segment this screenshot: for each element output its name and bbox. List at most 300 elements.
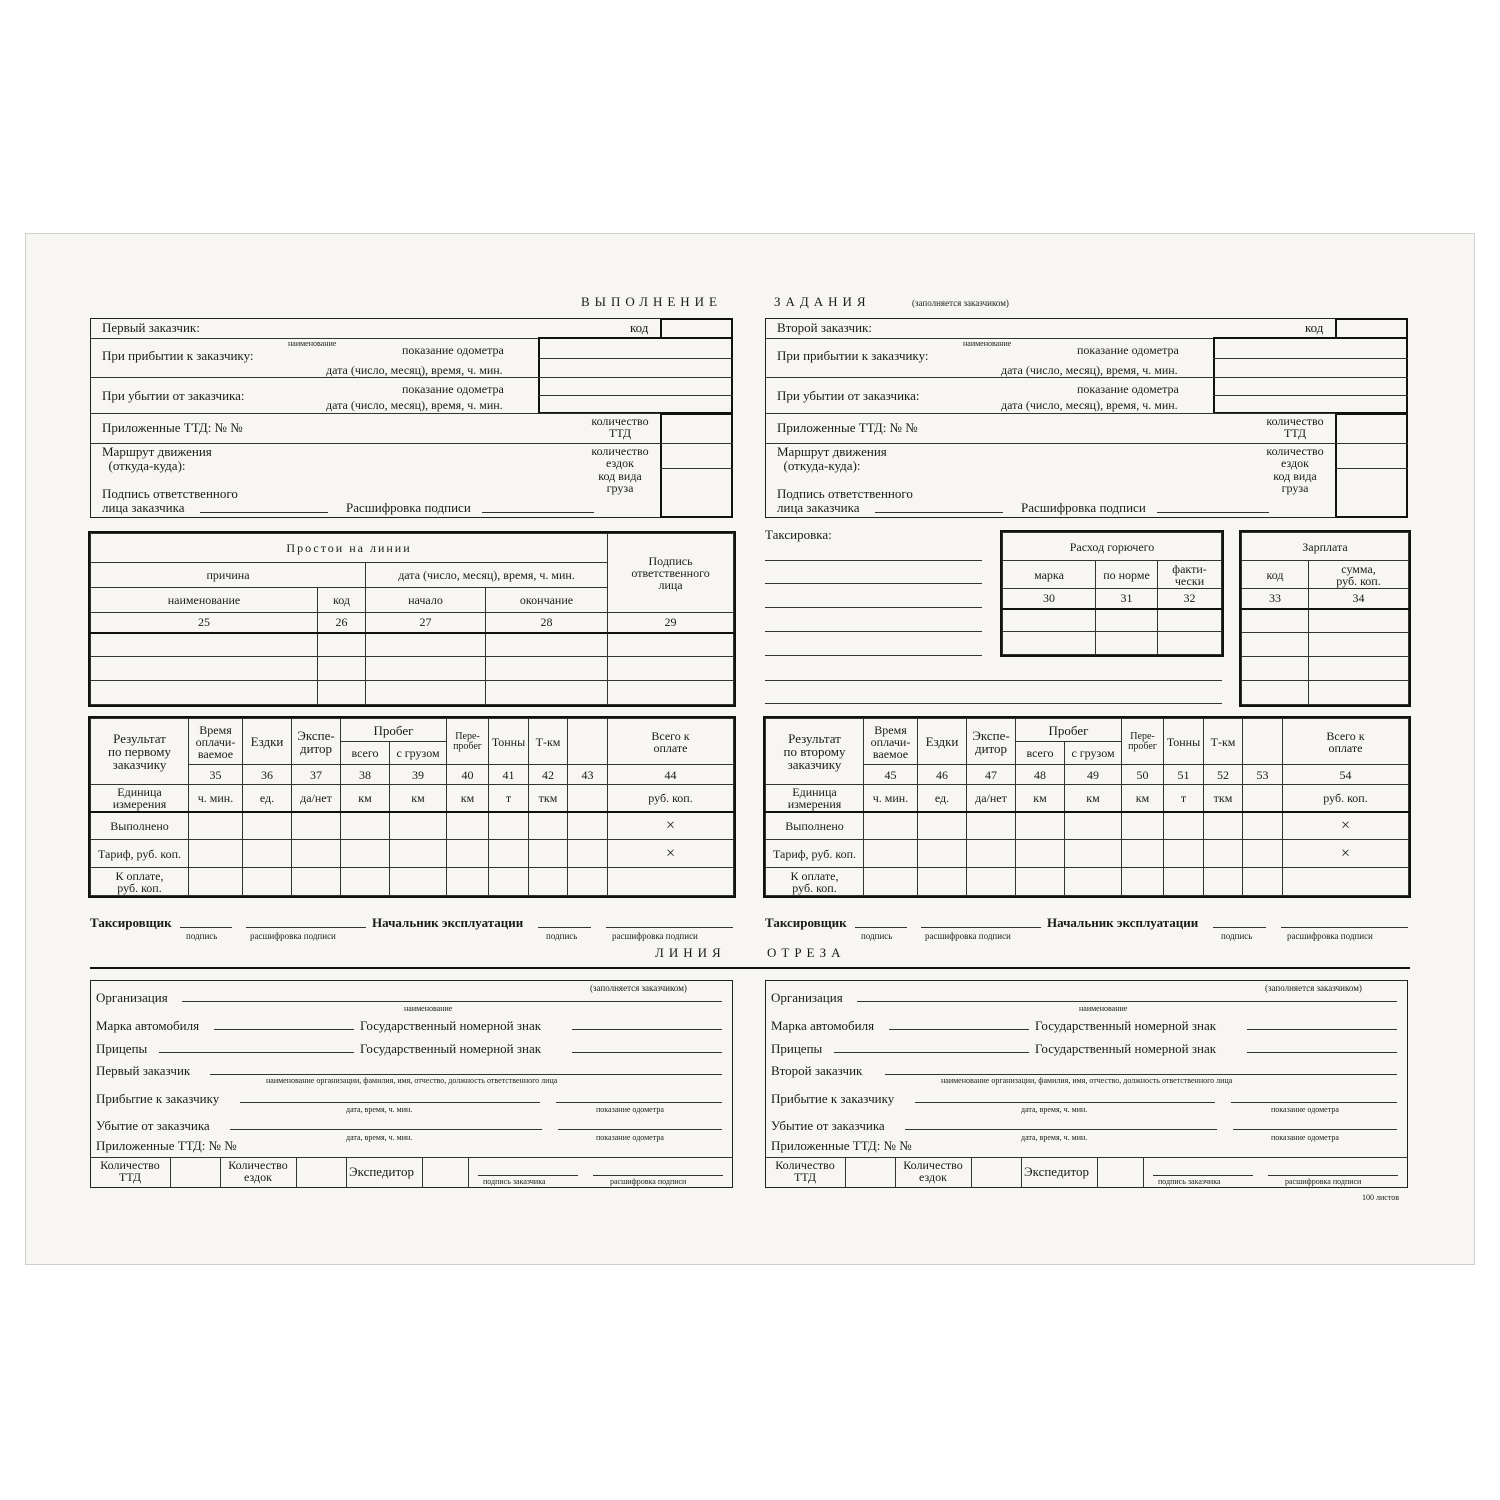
downtime-table: [90, 533, 734, 705]
column-number: 30: [1003, 589, 1096, 609]
stub-trailers-label: Прицепы: [771, 1041, 823, 1056]
decode-hint: расшифровка подписи: [250, 931, 336, 941]
taxing-line[interactable]: [765, 583, 982, 584]
stub-note: (заполняется заказчиком): [590, 983, 687, 993]
stub-trips-field[interactable]: [972, 1158, 1020, 1187]
table-row: [766, 868, 1409, 896]
stub-signature-field[interactable]: [478, 1175, 578, 1176]
stub-plate2-field[interactable]: [1247, 1052, 1397, 1053]
column-number: 53: [1243, 765, 1283, 785]
table-row: [1003, 561, 1222, 589]
col-tons: Тонны: [489, 719, 529, 765]
stub-decode-field[interactable]: [593, 1175, 723, 1176]
input-cell[interactable]: [608, 657, 734, 681]
route-label: Маршрут движения (откуда-куда):: [777, 444, 887, 473]
stub-plate-field[interactable]: [1247, 1029, 1397, 1030]
departure-odometer-label: показание одометра: [402, 382, 504, 396]
chief-signature-field[interactable]: [1213, 927, 1266, 928]
input-cell[interactable]: [1242, 609, 1309, 633]
decode-hint: расшифровка подписи: [1287, 931, 1373, 941]
col-trips: Ездки: [918, 719, 967, 765]
input-cell[interactable]: [864, 812, 918, 840]
stub-customer-field[interactable]: [885, 1074, 1397, 1075]
results-table: [90, 718, 734, 896]
column-number: 31: [1096, 589, 1158, 609]
taxer-label: Таксировщик: [90, 915, 172, 930]
stub-trips-label: Количество ездок: [228, 1158, 288, 1184]
input-cell[interactable]: [1204, 868, 1243, 896]
code-field[interactable]: [660, 318, 733, 339]
table-row: [1003, 533, 1222, 561]
table-row: [91, 613, 734, 633]
col-pay-total: Всего к оплате: [1283, 719, 1409, 765]
input-cell[interactable]: [390, 868, 447, 896]
input-cell[interactable]: [1096, 609, 1158, 632]
code-field[interactable]: [1335, 318, 1408, 339]
col-mileage-loaded: с грузом: [390, 742, 447, 765]
stub-odo-hint: показание одометра: [596, 1133, 664, 1142]
results-table: [765, 718, 1409, 896]
stub-decode-hint: расшифровка подписи: [610, 1177, 687, 1186]
input-cell[interactable]: [341, 812, 390, 840]
input-cell[interactable]: [1204, 812, 1243, 840]
unit-label: Единица измерения: [91, 785, 189, 812]
chief-decode-field[interactable]: [1281, 927, 1408, 928]
cut-line-part2: ОТРЕЗА: [767, 945, 846, 960]
input-cell[interactable]: [1003, 609, 1096, 632]
taxing-line[interactable]: [765, 607, 982, 608]
taxing-line[interactable]: [765, 655, 982, 656]
column-number: 34: [1309, 589, 1409, 609]
input-cell[interactable]: [486, 633, 608, 657]
input-cell[interactable]: [318, 681, 366, 705]
column-number: 28: [486, 613, 608, 633]
input-cell[interactable]: [189, 868, 243, 896]
stub-departure-label: Убытие от заказчика: [96, 1118, 210, 1133]
input-cell[interactable]: [1242, 681, 1309, 705]
unit-cell: [568, 785, 608, 812]
column-number: 41: [489, 765, 529, 785]
arrival-date-label: дата (число, месяц), время, ч. мин.: [326, 363, 503, 377]
table-row: [766, 719, 1409, 742]
input-cell[interactable]: [447, 840, 489, 868]
column-number: 26: [318, 613, 366, 633]
table-row: [1003, 589, 1222, 609]
input-cell[interactable]: [608, 633, 734, 657]
unit-cell: ч. мин.: [189, 785, 243, 812]
table-row: [91, 868, 734, 896]
cross-mark: ×: [608, 840, 734, 868]
input-cell[interactable]: [189, 840, 243, 868]
column-number: 33: [1242, 589, 1309, 609]
unit-cell: ед.: [243, 785, 292, 812]
stub-ttd-label: Приложенные ТТД: № №: [96, 1138, 237, 1153]
input-cell[interactable]: [967, 812, 1016, 840]
input-cell[interactable]: [91, 681, 318, 705]
input-cell[interactable]: [390, 812, 447, 840]
column-number: 52: [1204, 765, 1243, 785]
input-cell[interactable]: [486, 657, 608, 681]
fuel-table: [1002, 532, 1222, 655]
arrival-odometer-label: показание одометра: [402, 343, 504, 357]
table-row: [91, 840, 734, 868]
input-cell[interactable]: [91, 657, 318, 681]
column-number: 45: [864, 765, 918, 785]
downtime-name-header: наименование: [91, 588, 318, 613]
column-number: 39: [390, 765, 447, 785]
stub-customer-label: Второй заказчик: [771, 1063, 863, 1078]
table-row: [91, 534, 734, 563]
downtime-end-header: окончание: [486, 588, 608, 613]
taxing-line[interactable]: [765, 631, 982, 632]
stub-plate2-field[interactable]: [572, 1052, 722, 1053]
salary-code-header: код: [1242, 561, 1309, 589]
arrival-odometer-field[interactable]: [1213, 358, 1408, 359]
arrival-odometer-label: показание одометра: [1077, 343, 1179, 357]
input-cell[interactable]: [568, 812, 608, 840]
input-cell[interactable]: [529, 868, 568, 896]
input-cell[interactable]: [390, 840, 447, 868]
fuel-title: Расход горючего: [1003, 533, 1222, 561]
stub-trips-field[interactable]: [297, 1158, 345, 1187]
input-cell[interactable]: [1122, 812, 1164, 840]
departure-odometer-field[interactable]: [538, 395, 733, 396]
stub-arrival-label: Прибытие к заказчику: [771, 1091, 895, 1106]
cut-line-part1: ЛИНИЯ: [655, 945, 726, 960]
cut-line[interactable]: [90, 967, 1410, 969]
stub-customer-label: Первый заказчик: [96, 1063, 191, 1078]
signature-hint: подпись: [186, 931, 218, 941]
stub-plate-label: Государственный номерной знак: [1035, 1018, 1217, 1033]
column-number: 54: [1283, 765, 1409, 785]
column-number: 47: [967, 765, 1016, 785]
input-cell[interactable]: [292, 812, 341, 840]
stub-arrival-odometer-field[interactable]: [1231, 1102, 1397, 1103]
input-cell[interactable]: [1283, 868, 1409, 896]
input-cell[interactable]: [1204, 840, 1243, 868]
ttd-count-label: количество ТТД: [591, 414, 649, 440]
input-cell[interactable]: [1242, 657, 1309, 681]
input-cell[interactable]: [864, 868, 918, 896]
input-cell[interactable]: [292, 840, 341, 868]
input-cell[interactable]: [529, 840, 568, 868]
input-cell[interactable]: [1158, 632, 1222, 655]
input-cell[interactable]: [366, 681, 486, 705]
arrival-date-label: дата (число, месяц), время, ч. мин.: [1001, 363, 1178, 377]
column-number: 40: [447, 765, 489, 785]
stub-decode-hint: расшифровка подписи: [1285, 1177, 1362, 1186]
column-number: 50: [1122, 765, 1164, 785]
input-cell[interactable]: [864, 840, 918, 868]
unit-cell: т: [1164, 785, 1204, 812]
signature-hint: подпись: [861, 931, 893, 941]
taxing-line[interactable]: [765, 703, 1222, 704]
stub-exped-field[interactable]: [1098, 1158, 1142, 1187]
stub-brand-field[interactable]: [214, 1029, 354, 1030]
stub-arrival-field[interactable]: [915, 1102, 1215, 1103]
customer-label: Второй заказчик:: [777, 320, 872, 335]
customer-label: Первый заказчик:: [102, 320, 200, 335]
table-row: [91, 719, 734, 742]
stub-org-label: Организация: [96, 990, 168, 1005]
arrival-odometer-field[interactable]: [538, 358, 733, 359]
result-label: Результат по первому заказчику: [91, 719, 189, 785]
input-cell[interactable]: [1016, 868, 1065, 896]
downtime-start-header: начало: [366, 588, 486, 613]
stub-trailers-label: Прицепы: [96, 1041, 148, 1056]
input-cell[interactable]: [1164, 812, 1204, 840]
stub-departure-odometer-field[interactable]: [1233, 1129, 1397, 1130]
decode-label: Расшифровка подписи: [1021, 500, 1146, 515]
unit-cell: руб. коп.: [608, 785, 734, 812]
chief-signature-field[interactable]: [538, 927, 591, 928]
row-label: Выполнено: [766, 812, 864, 840]
cross-mark: ×: [1283, 840, 1409, 868]
cross-mark: ×: [608, 812, 734, 840]
input-cell[interactable]: [243, 840, 292, 868]
odometer-box: [1213, 337, 1408, 414]
stub-sign-hint: подпись заказчика: [483, 1177, 546, 1186]
input-cell[interactable]: [1096, 632, 1158, 655]
stub-brand-field[interactable]: [889, 1029, 1029, 1030]
right-half: [765, 0, 1408, 1500]
input-cell[interactable]: [1003, 632, 1096, 655]
stub-trailers-field[interactable]: [834, 1052, 1029, 1053]
column-number: 49: [1065, 765, 1122, 785]
decode-field[interactable]: [482, 512, 594, 513]
departure-date-label: дата (число, месяц), время, ч. мин.: [326, 398, 503, 412]
input-cell[interactable]: [1122, 868, 1164, 896]
input-cell[interactable]: [1242, 633, 1309, 657]
fuel-actual-header: факти- чески: [1158, 561, 1222, 589]
input-cell[interactable]: [1065, 840, 1122, 868]
code-label: код: [1305, 320, 1324, 335]
input-cell[interactable]: [366, 633, 486, 657]
taxer-decode-field[interactable]: [246, 927, 366, 928]
input-cell[interactable]: [489, 812, 529, 840]
trips-count-label: количество ездок: [1266, 444, 1324, 470]
input-cell[interactable]: [1122, 840, 1164, 868]
stub-ttd-count-field[interactable]: [846, 1158, 894, 1187]
column-number: 44: [608, 765, 734, 785]
decode-field[interactable]: [1157, 512, 1269, 513]
stub-org-label: Организация: [771, 990, 843, 1005]
customer-signature-field[interactable]: [200, 512, 328, 513]
salary-sum-header: сумма, руб. коп.: [1309, 561, 1409, 589]
counts-box: [1335, 413, 1408, 518]
stub-signature-field[interactable]: [1153, 1175, 1253, 1176]
input-cell[interactable]: [292, 868, 341, 896]
col-exped: Экспе- дитор: [967, 719, 1016, 765]
stub-arrival-odometer-field[interactable]: [556, 1102, 722, 1103]
stub-departure-odometer-field[interactable]: [558, 1129, 722, 1130]
input-cell[interactable]: [243, 868, 292, 896]
decode-label: Расшифровка подписи: [346, 500, 471, 515]
sheets-count: 100 листов: [1362, 1193, 1399, 1202]
col-mileage: Пробег: [1016, 719, 1122, 742]
arrival-label: При прибытии к заказчику:: [777, 348, 929, 363]
unit-cell: км: [390, 785, 447, 812]
customer-signature-field[interactable]: [875, 512, 1003, 513]
input-cell[interactable]: [341, 840, 390, 868]
arrival-date-field[interactable]: [1213, 377, 1408, 378]
departure-odometer-field[interactable]: [1213, 395, 1408, 396]
input-cell[interactable]: [1158, 609, 1222, 632]
title-part2: ЗАДАНИЯ: [774, 294, 871, 309]
stub-arrival-label: Прибытие к заказчику: [96, 1091, 220, 1106]
unit-cell: т: [489, 785, 529, 812]
input-cell[interactable]: [529, 812, 568, 840]
column-number: 36: [243, 765, 292, 785]
input-cell[interactable]: [447, 868, 489, 896]
input-cell[interactable]: [1164, 868, 1204, 896]
title-note: (заполняется заказчиком): [912, 298, 1009, 308]
col-time: Время оплачи- ваемое: [864, 719, 918, 765]
input-cell[interactable]: [1164, 840, 1204, 868]
input-cell[interactable]: [318, 657, 366, 681]
input-cell[interactable]: [318, 633, 366, 657]
ttd-count-label: количество ТТД: [1266, 414, 1324, 440]
input-cell[interactable]: [189, 812, 243, 840]
col-mileage-loaded: с грузом: [1065, 742, 1122, 765]
column-number: 46: [918, 765, 967, 785]
taxing-label: Таксировка:: [765, 527, 832, 542]
stub-customer-field[interactable]: [210, 1074, 722, 1075]
stub-plate-field[interactable]: [572, 1029, 722, 1030]
input-cell[interactable]: [608, 868, 734, 896]
unit-cell: км: [341, 785, 390, 812]
column-number: 51: [1164, 765, 1204, 785]
input-cell[interactable]: [91, 633, 318, 657]
downtime-signature-header: Подпись ответственного лица: [608, 534, 734, 613]
stub-departure-field[interactable]: [905, 1129, 1217, 1130]
chief-decode-field[interactable]: [606, 927, 733, 928]
row-label: Тариф, руб. коп.: [766, 840, 864, 868]
col-time: Время оплачи- ваемое: [189, 719, 243, 765]
row-label: Выполнено: [91, 812, 189, 840]
input-cell[interactable]: [486, 681, 608, 705]
arrival-date-field[interactable]: [538, 377, 733, 378]
taxer-signature-field[interactable]: [180, 927, 232, 928]
cargo-code-label: код вида груза: [1273, 469, 1317, 495]
input-cell[interactable]: [608, 681, 734, 705]
col-tkm: Т-км: [529, 719, 568, 765]
stub-brand-label: Марка автомобиля: [771, 1018, 875, 1033]
downtime-title: Простои на линии: [91, 534, 608, 563]
column-number: 32: [1158, 589, 1222, 609]
table-row: [91, 633, 734, 657]
input-cell[interactable]: [918, 840, 967, 868]
input-cell[interactable]: [1309, 657, 1409, 681]
code-label: код: [630, 320, 649, 335]
input-cell[interactable]: [967, 840, 1016, 868]
stub-odo-hint: показание одометра: [596, 1105, 664, 1114]
stub-dt-hint: дата, время, ч. мин.: [1021, 1133, 1088, 1142]
input-cell[interactable]: [918, 868, 967, 896]
input-cell[interactable]: [341, 868, 390, 896]
table-row: [91, 657, 734, 681]
stub-departure-field[interactable]: [230, 1129, 542, 1130]
input-cell[interactable]: [1309, 633, 1409, 657]
input-cell[interactable]: [489, 868, 529, 896]
row-label: К оплате, руб. коп.: [91, 868, 189, 896]
input-cell[interactable]: [489, 840, 529, 868]
input-cell[interactable]: [1016, 840, 1065, 868]
table-row: [766, 812, 1409, 840]
input-cell[interactable]: [967, 868, 1016, 896]
taxer-signature-field[interactable]: [855, 927, 907, 928]
col-overrun: Пере- пробег: [447, 719, 489, 765]
input-cell[interactable]: [366, 657, 486, 681]
table-row: [1003, 632, 1222, 655]
input-cell[interactable]: [1243, 840, 1283, 868]
unit-cell: да/нет: [292, 785, 341, 812]
stub-ttd-label: Приложенные ТТД: № №: [771, 1138, 912, 1153]
stub-decode-field[interactable]: [1268, 1175, 1398, 1176]
input-cell[interactable]: [1243, 868, 1283, 896]
stub-exped-field[interactable]: [423, 1158, 467, 1187]
stub-departure-label: Убытие от заказчика: [771, 1118, 885, 1133]
stub-trailers-field[interactable]: [159, 1052, 354, 1053]
stub-org-field[interactable]: [182, 1001, 722, 1002]
input-cell[interactable]: [1016, 812, 1065, 840]
input-cell[interactable]: [918, 812, 967, 840]
route-label: Маршрут движения (откуда-куда):: [102, 444, 212, 473]
unit-cell: руб. коп.: [1283, 785, 1409, 812]
taxing-line[interactable]: [765, 680, 1222, 681]
input-cell[interactable]: [1243, 812, 1283, 840]
stub-dt-hint: дата, время, ч. мин.: [346, 1105, 413, 1114]
odometer-box: [538, 337, 733, 414]
col-mileage-total: всего: [1016, 742, 1065, 765]
col-mileage: Пробег: [341, 719, 447, 742]
input-cell[interactable]: [1309, 609, 1409, 633]
input-cell[interactable]: [243, 812, 292, 840]
departure-odometer-label: показание одометра: [1077, 382, 1179, 396]
input-cell[interactable]: [568, 868, 608, 896]
table-row: [91, 812, 734, 840]
counts-box: [660, 413, 733, 518]
column-number: 37: [292, 765, 341, 785]
column-number: 35: [189, 765, 243, 785]
stub-org-field[interactable]: [857, 1001, 1397, 1002]
table-row: [91, 681, 734, 705]
salary-table: [1241, 532, 1409, 705]
title-part1: ВЫПОЛНЕНИЕ: [581, 294, 722, 309]
signature-label-1: Подпись ответственного: [102, 486, 238, 501]
taxing-line[interactable]: [765, 560, 982, 561]
stub-ttd-count-field[interactable]: [171, 1158, 219, 1187]
input-cell[interactable]: [568, 840, 608, 868]
col-mileage-total: всего: [341, 742, 390, 765]
unit-cell: ед.: [918, 785, 967, 812]
table-row: [1242, 657, 1409, 681]
input-cell[interactable]: [447, 812, 489, 840]
signature-label-2: лица заказчика: [777, 500, 860, 515]
input-cell[interactable]: [1309, 681, 1409, 705]
decode-hint: расшифровка подписи: [925, 931, 1011, 941]
input-cell[interactable]: [1065, 868, 1122, 896]
ttd-label: Приложенные ТТД: № №: [777, 420, 918, 435]
stub-name-hint: наименование: [1079, 1004, 1128, 1013]
stub-arrival-field[interactable]: [240, 1102, 540, 1103]
table-row: [1242, 589, 1409, 609]
departure-label: При убытии от заказчика:: [777, 388, 920, 403]
unit-cell: км: [447, 785, 489, 812]
input-cell[interactable]: [1065, 812, 1122, 840]
table-row: [91, 785, 734, 812]
taxer-decode-field[interactable]: [921, 927, 1041, 928]
